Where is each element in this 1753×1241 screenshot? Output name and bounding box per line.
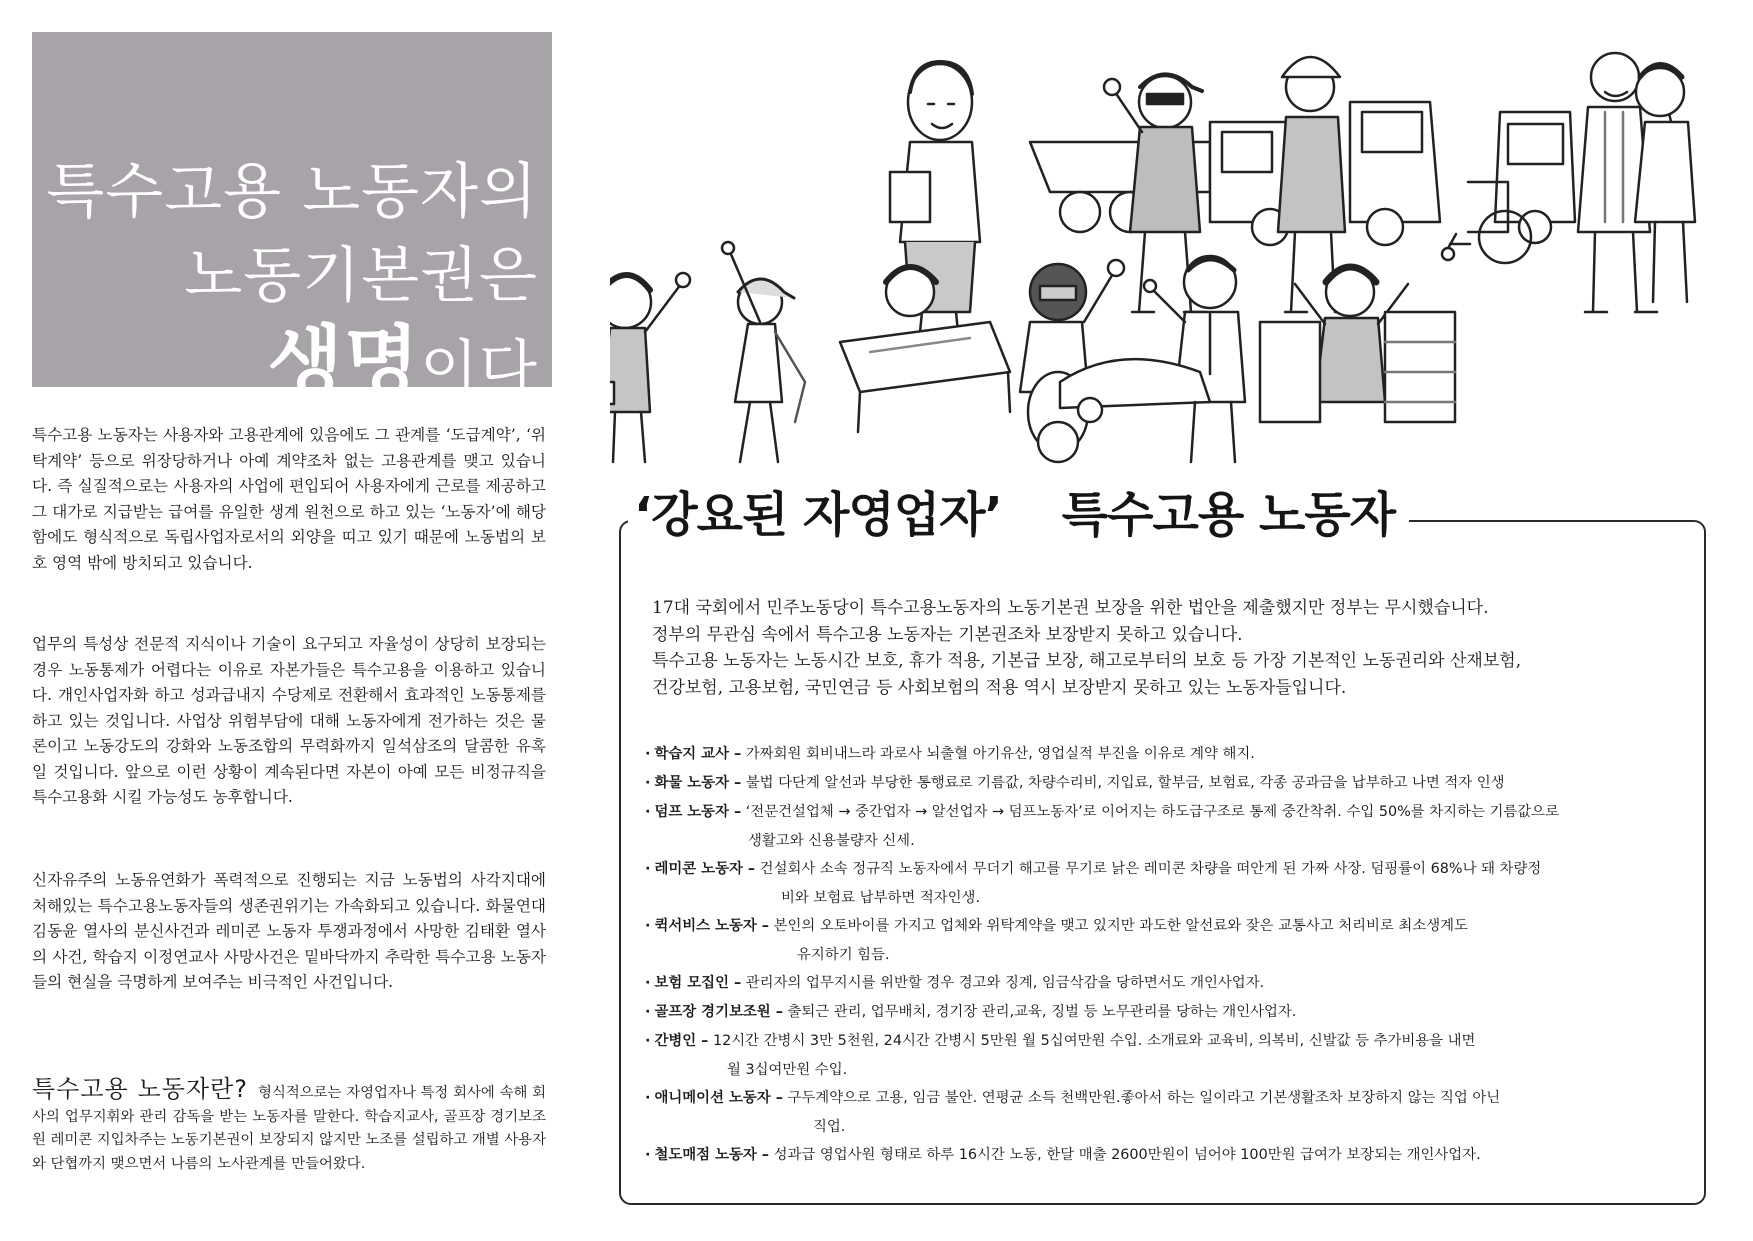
job-desc: 불법 다단계 알선과 부당한 통행료로 기름값, 차량수리비, 지입료, 할부금, 보험료, 각종 공과금을 납부하고 나면 적자 인생 [745,775,1505,791]
title-line-3 [267,300,538,412]
bullet-icon: · [645,804,651,820]
bullet-icon: · [645,1004,651,1020]
job-desc-cont: 유지하기 힘듬. [797,947,890,963]
job-name: 보험 모집인 – [654,975,742,991]
job-desc-cont: 생활고와 신용불량자 신세. [748,833,915,849]
animator-figure [840,267,1010,432]
golf-caddie-figure [722,242,805,462]
job-desc: 성과급 영업사원 형태로 하루 16시간 노동, 한달 매출 2600만원이 넘어야 100만원 급여가 보장되는 개인사업자. [773,1147,1481,1163]
job-item-animation-worker [645,1084,1705,1141]
bullet-icon: · [645,861,651,877]
box-title-left: ‘강요된 자영업자’ [634,487,1002,543]
job-desc-cont: 비와 보험료 납부하면 적자인생. [781,890,981,906]
job-desc: 출퇴근 관리, 업무배치, 경기장 관리,교육, 징벌 등 노무관리를 당하는 개인사업자. [787,1004,1297,1020]
job-desc: 건설회사 소속 정규직 노동자에서 무더기 해고를 무기로 낡은 레미콘 차량을 떠안게 된 가짜 사장. 덤핑률이 68%나 돼 차량정 [759,861,1542,877]
job-desc: ‘전문건설업체 → 중간업자 → 알선업자 → 덤프노동자’로 이어지는 하도급구조로 통제 중간착취. 수입 50%를 차지하는 기름값으로 [745,804,1559,820]
box-intro-line: 건강보험, 고용보험, 국민연금 등 사회보험의 적용 역시 보장받지 못하고 있는 노동자들입니다. [652,677,1347,698]
bullet-icon: · [645,775,651,791]
job-item-rail-kiosk-worker [645,1141,1705,1170]
workers-illustration [610,32,1730,472]
job-name: 간병인 – [654,1033,709,1049]
job-name: 레미콘 노동자 – [654,861,756,877]
intro-paragraph-2: 업무의 특성상 전문적 지식이나 기술이 요구되고 자율성이 상당히 보장되는 경우 노동통제가 어렵다는 이유로 자본가들은 특수고용을 이용하고 있습니다. 개인사업자화 하고 성과급내지 수당제로 전환해서 효과적인 노동통제를 하고 있는 것입니다. 사업상 위험부담에 대해 노동자에게 전가하는 것은 물론이고 노동강도의 강화와 노동조합의 무력화까지 일석삼조의 달콤한 유혹일 것입니다. 앞으로 이런 상황이 계속된다면 자본이 아예 모든 비정규직을 특수고용화 시킬 가능성도 농후합니다. [32,635,546,806]
intro-paragraph-3: 신자유주의 노동유연화가 폭력적으로 진행되는 지금 노동법의 사각지대에 처해있는 특수고용노동자들의 생존권위기는 가속화되고 있습니다. 화물연대 김동윤 열사의 분신사건과 레미콘 노동자 투쟁과정에서 사망한 김태환 열사의 사건, 학습지 이정연교사 사망사건은 밑바닥까지 추락한 특수고용 노동자들의 현실을 극명하게 보여주는 비극적인 사건입니다. [32,871,546,991]
bullet-icon: · [645,1147,651,1163]
kiosk-worker-figure [1260,267,1455,422]
bullet-icon: · [645,1033,651,1049]
definition-heading: 특수고용 노동자란? [32,1075,249,1103]
job-desc: 본인의 오토바이를 가지고 업체와 위탁계약을 맺고 있지만 과도한 알선료와 잦은 교통사고 처리비로 최소생계도 [773,918,1468,934]
job-desc: 구두계약으로 고용, 임금 불안. 연평균 소득 천백만원.좋아서 하는 일이라고 기본생활조차 보장하지 않는 직업 아닌 [787,1090,1501,1106]
box-intro [652,595,1692,701]
insurance-agent-figure [610,273,690,462]
job-name: 학습지 교사 – [654,746,742,762]
intro-paragraph-1: 특수고용 노동자는 사용자와 고용관계에 있음에도 그 관계를 ‘도급계약’, ‘위탁계약’ 등으로 위장당하거나 아예 계약조차 없는 고용관계를 맺고 있습니다. 즉 실질적으로는 사용자의 사업에 편입되어 사용자에게 근로를 제공하고 그 대가로 지급받는 급여를 유일한 생계 원천으로 하고 있는 ‘노동자’에 해당함에도 형식적으로 독립사업자로서의 외양을 띠고 있기 때문에 노동법의 보호 영역 밖에 방치되고 있습니다. [32,426,546,572]
job-desc-cont: 직업. [813,1119,846,1135]
job-item-cargo-worker [645,769,1705,798]
job-item-caregiver [645,1027,1705,1084]
car-seller-figure [1060,256,1245,462]
box-title-right: 특수고용 노동자 [1061,487,1396,543]
title-line-2: 노동기본권은 [184,241,538,311]
title-line-1: 특수고용 노동자의 [46,157,538,227]
job-name: 골프장 경기보조원 – [654,1004,783,1020]
definition-paragraph [32,1075,547,1176]
title-banner [32,32,552,408]
job-name: 화물 노동자 – [654,775,742,791]
job-name: 퀵서비스 노동자 – [654,918,769,934]
job-item-learning-teacher [645,740,1705,769]
box-intro-line: 17대 국회에서 민주노동당이 특수고용노동자의 노동기본권 보장을 위한 법안을 제출했지만 정부는 무시했습니다. [652,598,1489,618]
job-name: 철도매점 노동자 – [654,1147,769,1163]
job-name: 덤프 노동자 – [654,804,742,820]
title-line-3-rest: 이다 [420,334,538,404]
title-emphasis: 생명 [267,318,421,408]
job-item-golf-caddie [645,998,1705,1027]
job-item-remicon-worker [645,855,1705,912]
job-name: 애니메이션 노동자 – [654,1090,783,1106]
job-item-quick-service-worker [645,912,1705,969]
bullet-icon: · [645,746,651,762]
jobs-list [645,740,1705,1170]
box-intro-line: 특수고용 노동자는 노동시간 보호, 휴가 적용, 기본급 보장, 해고로부터의 보호 등 가장 기본적인 노동권리와 산재보험, [652,651,1522,671]
box-title [628,485,1409,545]
job-item-dump-worker [645,798,1705,855]
job-desc: 12시간 간병시 3만 5천원, 24시간 간병시 5만원 월 5십여만원 수입. 소개료와 교육비, 의복비, 신발값 등 추가비용을 내면 [712,1033,1476,1049]
job-item-insurance-agent [645,969,1705,998]
job-desc: 관리자의 업무지시를 위반할 경우 경고와 징계, 임금삭감을 당하면서도 개인사업자. [745,975,1265,991]
job-desc-cont: 월 3십여만원 수입. [727,1062,848,1078]
job-desc: 가짜회원 회비내느라 과로사 뇌출혈 아기유산, 영업실적 부진을 이유로 계약 해지. [745,746,1255,762]
definition-text: 형식적으로는 자영업자나 특정 회사에 속해 회사의 업무지휘와 관리 감독을 받는 노동자를 말한다. 학습지교사, 골프장 경기보조원 레미콘 지입차주는 노동기본권이 보장되지 않지만 노조를 설립하고 개별 사용자와 단협까지 맺으면서 나름의 노사관계를 만들어왔다. [32,1085,547,1172]
bullet-icon: · [645,918,651,934]
box-intro-line: 정부의 무관심 속에서 특수고용 노동자는 기본권조차 보장받지 못하고 있습니다. [652,624,1243,645]
bullet-icon: · [645,975,651,991]
bullet-icon: · [645,1090,651,1106]
